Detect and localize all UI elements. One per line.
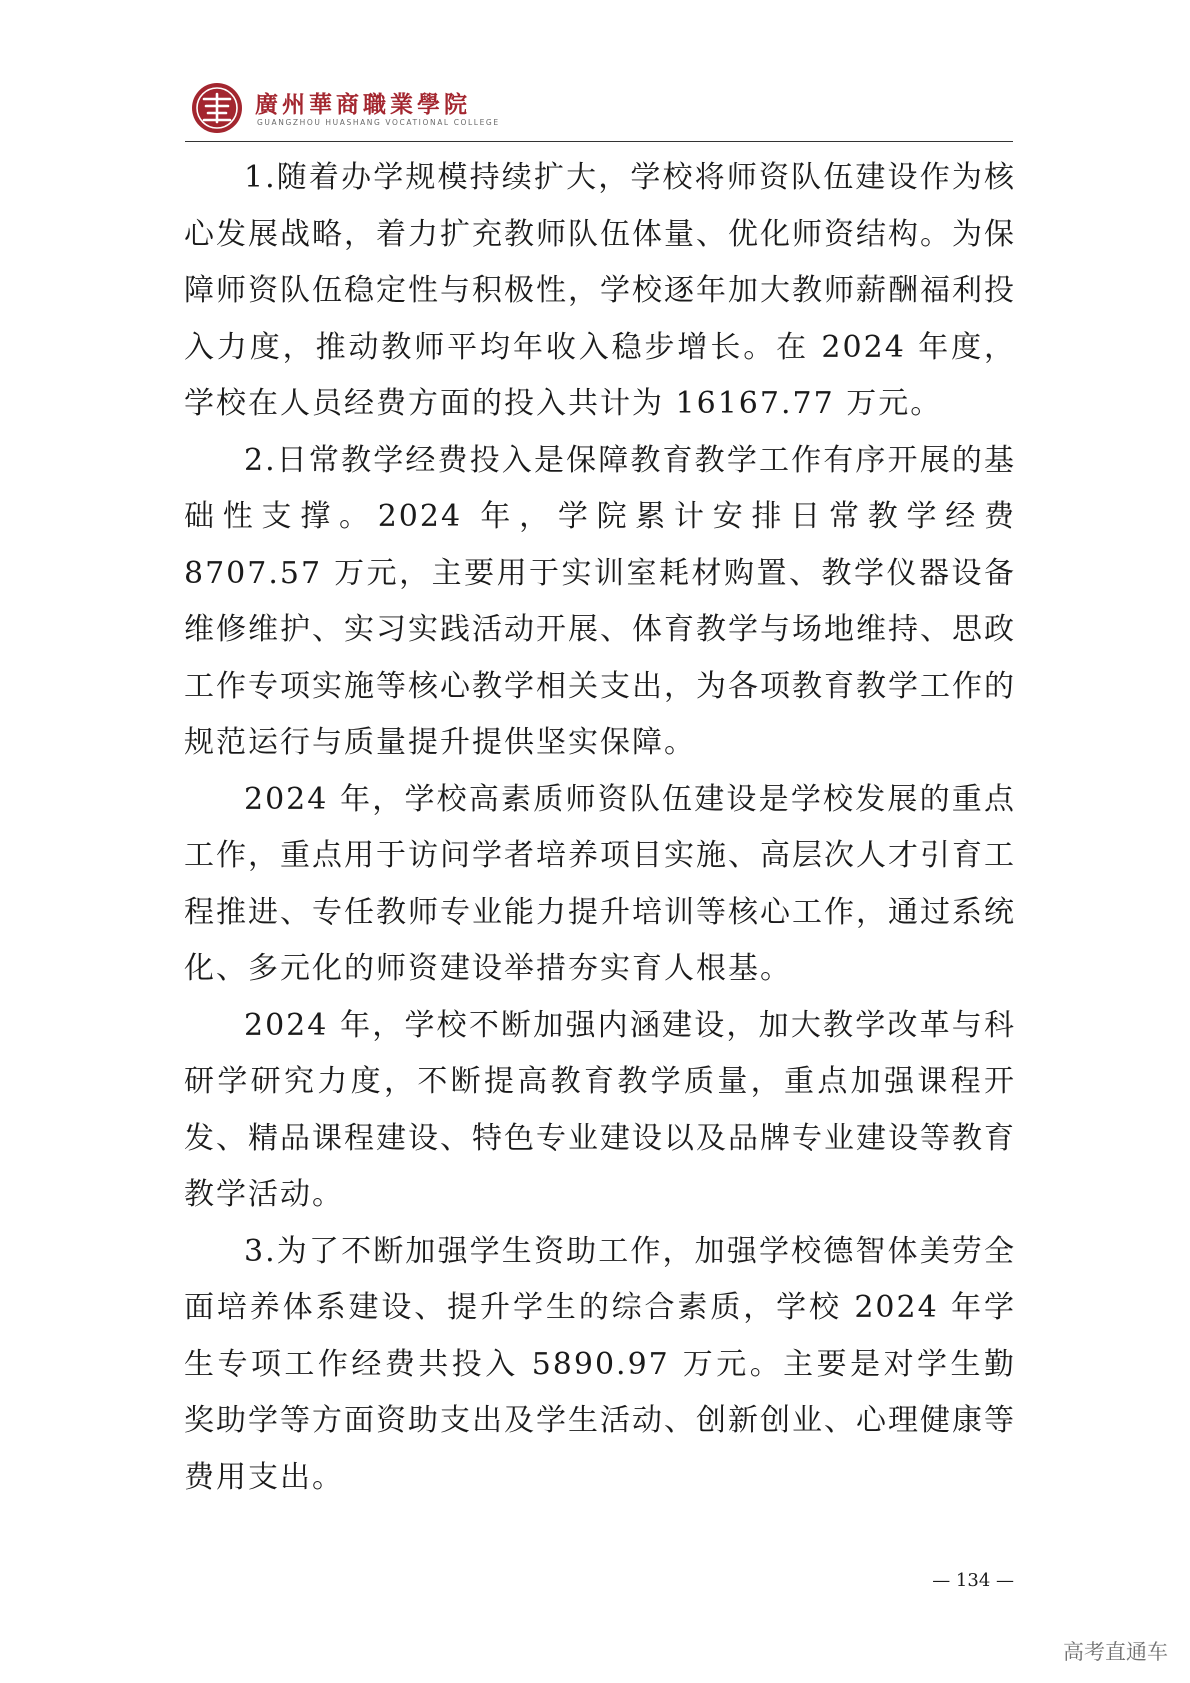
college-name-english: GUANGZHOU HUASHANG VOCATIONAL COLLEGE [257, 118, 500, 127]
watermark-text: 高考直通车 [1063, 1640, 1168, 1664]
page-number: — 134 — [932, 1570, 1014, 1591]
page-header [185, 78, 1013, 140]
paragraph-faculty-building: 2024 年，学校高素质师资队伍建设是学校发展的重点工作，重点用于访问学者培养项目实施、高层次人才引育工程推进、专任教师专业能力提升培训等核心工作，通过系统化、多元化的师资建设举措夯实育人根基。 [184, 781, 1016, 986]
paragraph-connotation-building: 2024 年，学校不断加强内涵建设，加大教学改革与科研学研究力度，不断提高教育教学质量，重点加强课程开发、精品课程建设、特色专业建设以及品牌专业建设等教育教学活动。 [184, 1007, 1016, 1212]
paragraph-teaching-funding: 2.日常教学经费投入是保障教育教学工作有序开展的基础性支撑。2024 年，学院累计安排日常教学经费 8707.57 万元，主要用于实训室耗材购置、教学仪器设备维修维护、实习实践活动开展、体育教学与场地维持、思政工作专项实施等核心教学相关支出，为各项教育教学工作的规范运行与质量提升提供坚实保障。 [184, 442, 1016, 760]
college-name-chinese: 廣州華商職業學院 [255, 91, 471, 118]
college-seal-logo-icon [191, 82, 243, 134]
header-divider [185, 141, 1013, 142]
paragraph-student-funding: 3.为了不断加强学生资助工作，加强学校德智体美劳全面培养体系建设、提升学生的综合素质，学校 2024 年学生专项工作经费共投入 5890.97 万元。主要是对学生勤奖助学等方面资助支出及学生活动、创新创业、心理健康等费用支出。 [184, 1233, 1016, 1495]
document-body [184, 150, 1016, 1506]
paragraph-personnel-funding: 1.随着办学规模持续扩大，学校将师资队伍建设作为核心发展战略，着力扩充教师队伍体量、优化师资结构。为保障师资队伍稳定性与积极性，学校逐年加大教师薪酬福利投入力度，推动教师平均年收入稳步增长。在 2024 年度，学校在人员经费方面的投入共计为 16167.77 万元。 [184, 160, 1016, 421]
